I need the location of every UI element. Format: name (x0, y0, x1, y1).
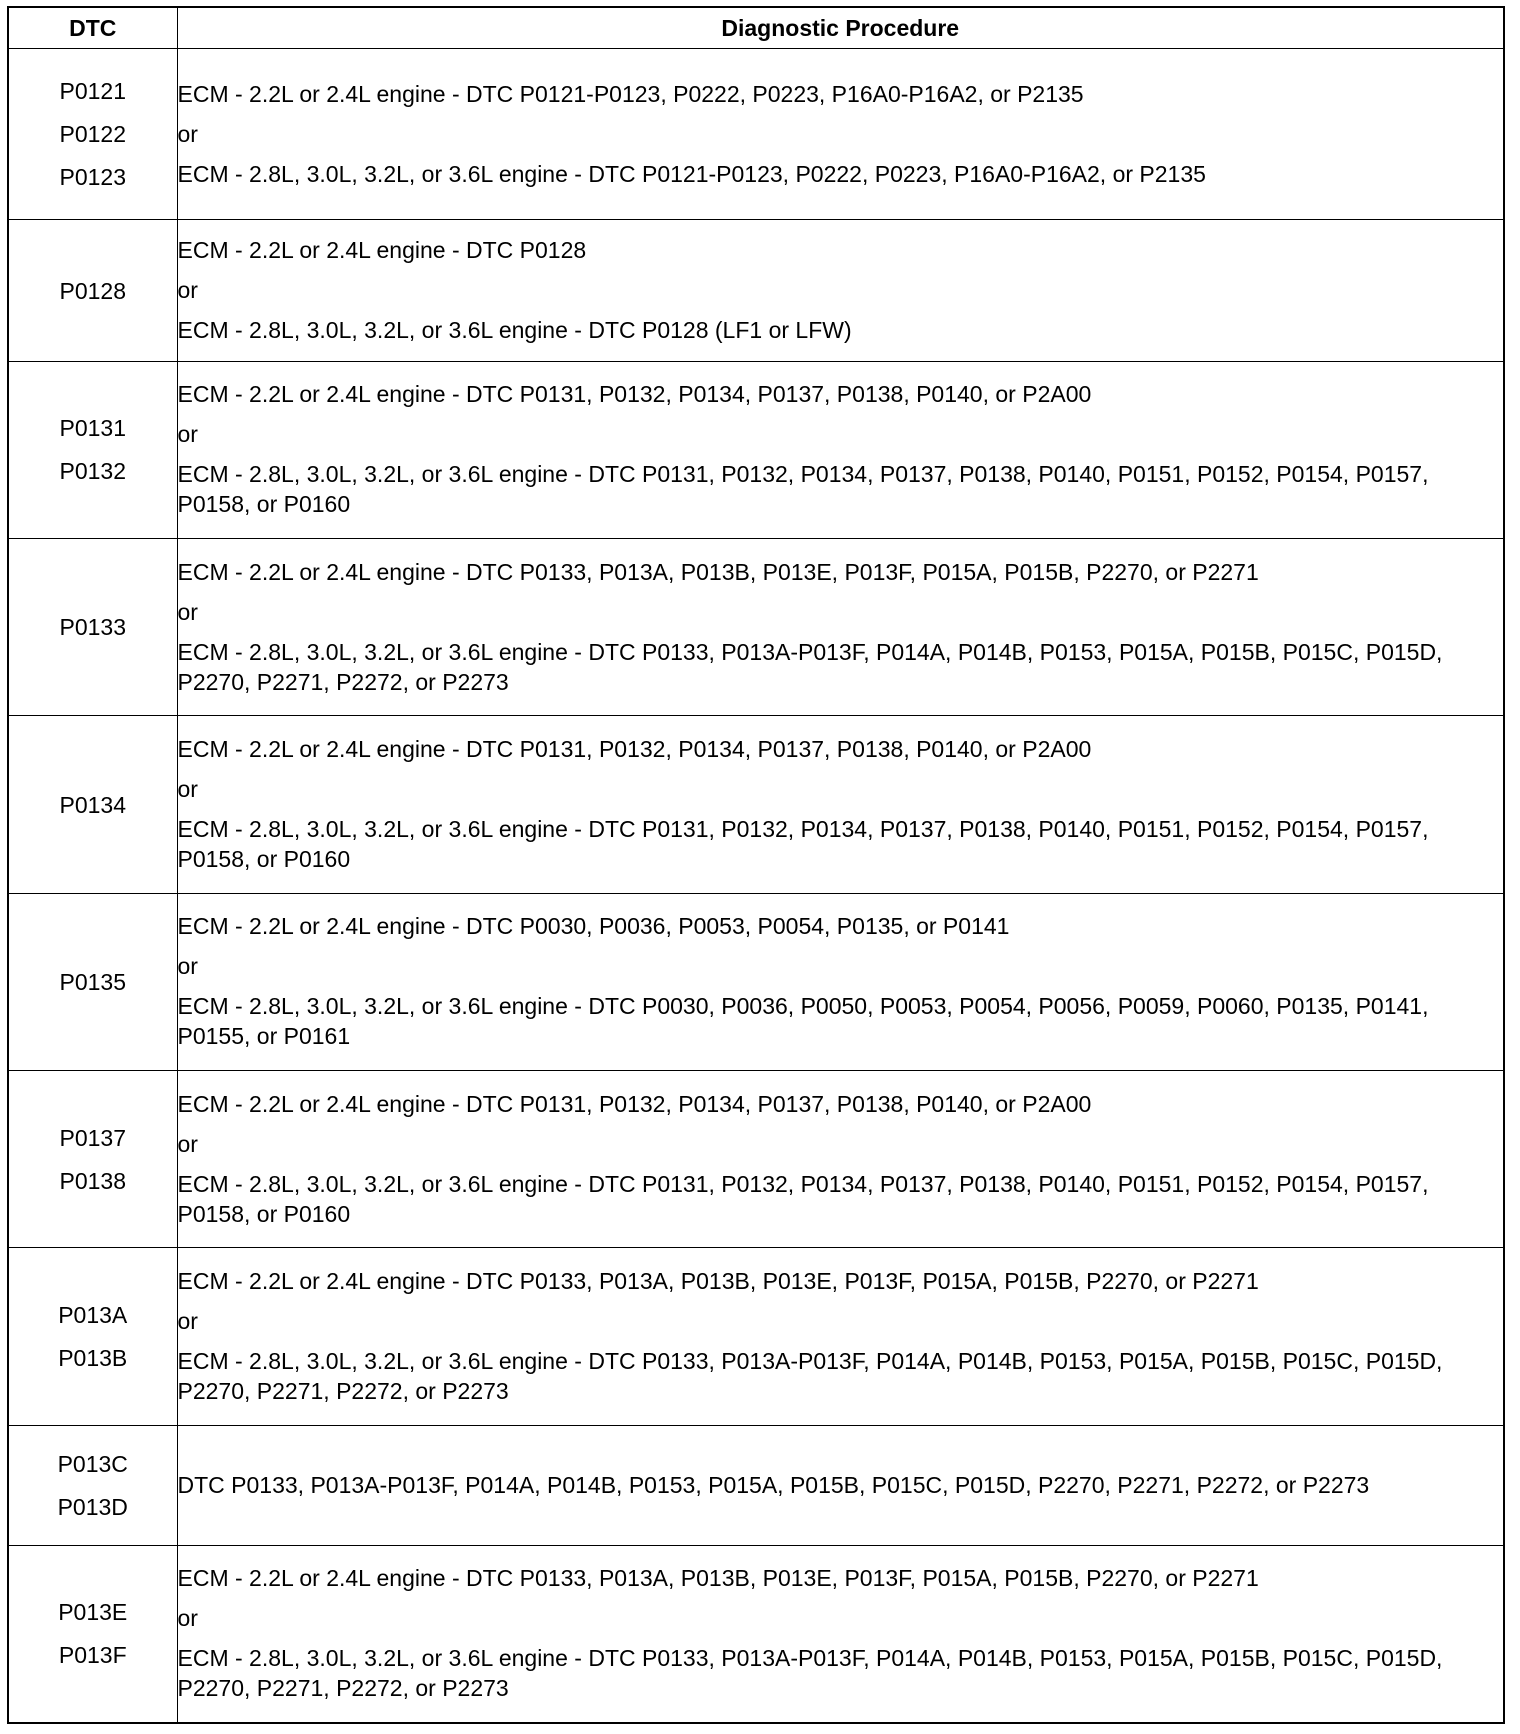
procedure-text: ECM - 2.8L, 3.0L, 3.2L, or 3.6L engine - DTC P0121-P0123, P0222, P0223, P16A0-P16A2, or P2135 (177, 160, 1206, 187)
procedure-text: ECM - 2.2L or 2.4L engine - DTC P0131, P0132, P0134, P0137, P0138, P0140, or P2A00 (177, 1090, 1092, 1117)
procedure-text: ECM - 2.8L, 3.0L, 3.2L, or 3.6L engine - DTC P0030, P0036, P0050, P0053, P0054, P0056, P0059, P0060, P0135, P0141, P0155, or P0161 (177, 993, 1429, 1050)
dtc-cell (8, 220, 177, 361)
dtc-code: P0128 (59, 277, 126, 304)
dtc-code: P0137 (59, 1124, 126, 1151)
dtc-code: P0138 (59, 1167, 126, 1194)
procedure-or-separator: or (177, 1605, 198, 1632)
table-row (8, 1248, 1504, 1425)
procedure-or-separator: or (177, 1130, 198, 1157)
procedure-cell (177, 539, 1504, 716)
dtc-cell (8, 1425, 177, 1545)
table-row (8, 1545, 1504, 1723)
procedure-or-separator: or (177, 598, 198, 625)
table-row (8, 1425, 1504, 1545)
procedure-cell (177, 1071, 1504, 1248)
table-row (8, 716, 1504, 893)
procedure-text: ECM - 2.8L, 3.0L, 3.2L, or 3.6L engine - DTC P0133, P013A-P013F, P014A, P014B, P0153, P015A, P015B, P015C, P015D, P2270, P2271, P2272, or P2273 (177, 1645, 1443, 1702)
procedure-text: ECM - 2.2L or 2.4L engine - DTC P0121-P0123, P0222, P0223, P16A0-P16A2, or P2135 (177, 80, 1084, 107)
procedure-cell (177, 361, 1504, 538)
dtc-code: P013A (58, 1302, 128, 1329)
procedure-cell (177, 1248, 1504, 1425)
header-row (8, 7, 1504, 49)
dtc-code: P0132 (59, 458, 126, 485)
dtc-cell (8, 1248, 177, 1425)
procedure-text: ECM - 2.2L or 2.4L engine - DTC P0131, P0132, P0134, P0137, P0138, P0140, or P2A00 (177, 381, 1092, 408)
procedure-text: ECM - 2.8L, 3.0L, 3.2L, or 3.6L engine - DTC P0131, P0132, P0134, P0137, P0138, P0140, P0151, P0152, P0154, P0157, P0158, or P0160 (177, 1170, 1429, 1227)
dtc-code: P013D (57, 1493, 128, 1520)
table-row (8, 220, 1504, 361)
procedure-text: ECM - 2.2L or 2.4L engine - DTC P0128 (177, 237, 587, 264)
procedure-or-separator: or (177, 277, 198, 304)
dtc-cell (8, 539, 177, 716)
dtc-cell (8, 1545, 177, 1723)
table-body (8, 49, 1504, 1724)
procedure-text: ECM - 2.2L or 2.4L engine - DTC P0133, P013A, P013B, P013E, P013F, P015A, P015B, P2270, or P2271 (177, 1565, 1259, 1592)
procedure-or-separator: or (177, 953, 198, 980)
procedure-or-separator: or (177, 1308, 198, 1335)
procedure-cell (177, 1425, 1504, 1545)
dtc-code: P013C (57, 1450, 128, 1477)
procedure-text: ECM - 2.8L, 3.0L, 3.2L, or 3.6L engine - DTC P0133, P013A-P013F, P014A, P014B, P0153, P015A, P015B, P015C, P015D, P2270, P2271, P2272, or P2273 (177, 1348, 1443, 1405)
procedure-cell (177, 893, 1504, 1070)
procedure-cell (177, 49, 1504, 220)
dtc-code: P0123 (59, 164, 126, 191)
dtc-code: P013F (58, 1642, 127, 1669)
table-row (8, 539, 1504, 716)
procedure-text: ECM - 2.2L or 2.4L engine - DTC P0133, P013A, P013B, P013E, P013F, P015A, P015B, P2270, or P2271 (177, 1268, 1259, 1295)
procedure-text: ECM - 2.2L or 2.4L engine - DTC P0133, P013A, P013B, P013E, P013F, P015A, P015B, P2270, or P2271 (177, 558, 1259, 585)
dtc-cell (8, 716, 177, 893)
dtc-cell (8, 49, 177, 220)
dtc-cell (8, 1071, 177, 1248)
procedure-or-separator: or (177, 421, 198, 448)
procedure-text: DTC P0133, P013A-P013F, P014A, P014B, P0153, P015A, P015B, P015C, P015D, P2270, P2271, P2272, or P2273 (177, 1471, 1370, 1498)
table-row (8, 49, 1504, 220)
dtc-code: P0134 (59, 791, 126, 818)
procedure-cell (177, 1545, 1504, 1723)
dtc-code: P013B (58, 1345, 128, 1372)
procedure-text: ECM - 2.2L or 2.4L engine - DTC P0030, P0036, P0053, P0054, P0135, or P0141 (177, 913, 1010, 940)
dtc-code: P0131 (59, 415, 126, 442)
dtc-code: P0135 (59, 968, 126, 995)
procedure-or-separator: or (177, 776, 198, 803)
procedure-cell (177, 716, 1504, 893)
dtc-code: P0121 (59, 78, 126, 105)
dtc-code: P013E (58, 1599, 128, 1626)
dtc-cell (8, 893, 177, 1070)
dtc-table (7, 6, 1505, 1724)
dtc-cell (8, 361, 177, 538)
procedure-text: ECM - 2.2L or 2.4L engine - DTC P0131, P0132, P0134, P0137, P0138, P0140, or P2A00 (177, 736, 1092, 763)
procedure-text: ECM - 2.8L, 3.0L, 3.2L, or 3.6L engine - DTC P0133, P013A-P013F, P014A, P014B, P0153, P015A, P015B, P015C, P015D, P2270, P2271, P2272, or P2273 (177, 638, 1443, 695)
procedure-text: ECM - 2.8L, 3.0L, 3.2L, or 3.6L engine - DTC P0128 (LF1 or LFW) (177, 317, 852, 344)
dtc-code: P0133 (59, 614, 126, 641)
procedure-or-separator: or (177, 120, 198, 147)
table-row (8, 361, 1504, 538)
procedure-cell (177, 220, 1504, 361)
procedure-text: ECM - 2.8L, 3.0L, 3.2L, or 3.6L engine - DTC P0131, P0132, P0134, P0137, P0138, P0140, P0151, P0152, P0154, P0157, P0158, or P0160 (177, 461, 1429, 518)
header-diagnostic-procedure: Diagnostic Procedure (177, 7, 1504, 49)
table-row (8, 1071, 1504, 1248)
header-dtc: DTC (8, 7, 177, 49)
procedure-text: ECM - 2.8L, 3.0L, 3.2L, or 3.6L engine - DTC P0131, P0132, P0134, P0137, P0138, P0140, P0151, P0152, P0154, P0157, P0158, or P0160 (177, 816, 1429, 873)
table-row (8, 893, 1504, 1070)
dtc-code: P0122 (59, 121, 126, 148)
